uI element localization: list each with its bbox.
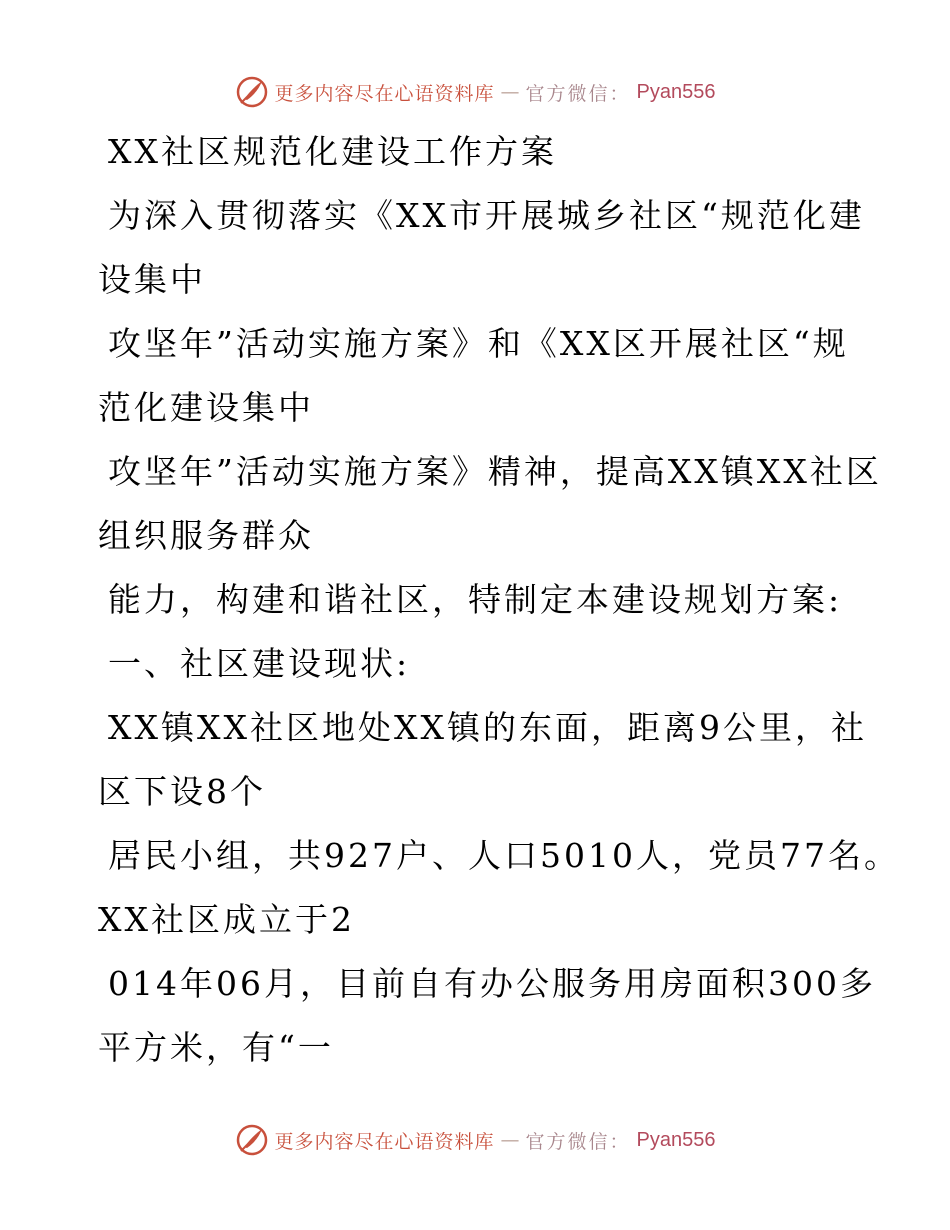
paragraph-continuation: 设集中	[98, 260, 206, 299]
paragraph-continuation: 范化建设集中	[98, 388, 314, 427]
watermark-separator: —	[500, 81, 520, 103]
paragraph-continuation: 区下设8个	[98, 772, 266, 811]
header-watermark	[0, 72, 950, 112]
watermark-wechat-label: 官方微信：	[525, 82, 631, 105]
paragraph-6	[98, 824, 900, 952]
watermark-main-text: 更多内容尽在心语资料库	[274, 82, 495, 105]
paragraph-line: 居民小组，共927户、人口5010人，党员77名。	[108, 836, 900, 875]
paragraph-line: 014年06月，目前自有办公服务用房面积300多	[108, 964, 876, 1003]
paragraph-2	[98, 312, 858, 440]
paragraph-continuation: 平方米，有“一	[98, 1028, 334, 1067]
watermark-wechat-id: Pyan556	[636, 1128, 716, 1151]
watermark-main-text: 更多内容尽在心语资料库	[274, 1130, 495, 1153]
section-heading-1	[98, 632, 858, 696]
watermark-separator: —	[500, 1129, 520, 1151]
document-body	[98, 120, 900, 1080]
paragraph-3	[98, 440, 882, 568]
section-heading-text: 一、社区建设现状:	[108, 644, 411, 683]
paragraph-continuation: 组织服务群众	[98, 516, 314, 555]
footer-watermark	[0, 1120, 950, 1160]
paragraph-5	[98, 696, 867, 824]
quill-circle-logo-icon	[235, 1123, 269, 1157]
paragraph-line: 攻坚年”活动实施方案》精神，提高XX镇XX社区	[108, 452, 882, 491]
quill-circle-logo-icon	[235, 75, 269, 109]
paragraph-4	[98, 568, 858, 632]
paragraph-line: 能力，构建和谐社区，特制定本建设规划方案:	[108, 580, 843, 619]
paragraph-7	[98, 952, 876, 1080]
paragraph-continuation: XX社区成立于2	[98, 900, 355, 939]
watermark-wechat-id: Pyan556	[636, 80, 716, 103]
document-title: XX社区规范化建设工作方案	[108, 132, 557, 171]
paragraph-line: 为深入贯彻落实《XX市开展城乡社区“规范化建	[108, 196, 865, 235]
paragraph-line: 攻坚年”活动实施方案》和《XX区开展社区“规	[108, 324, 849, 363]
paragraph-line: XX镇XX社区地处XX镇的东面，距离9公里，社	[108, 708, 867, 747]
watermark-wechat-label: 官方微信：	[525, 1130, 631, 1153]
paragraph-1	[98, 184, 865, 312]
